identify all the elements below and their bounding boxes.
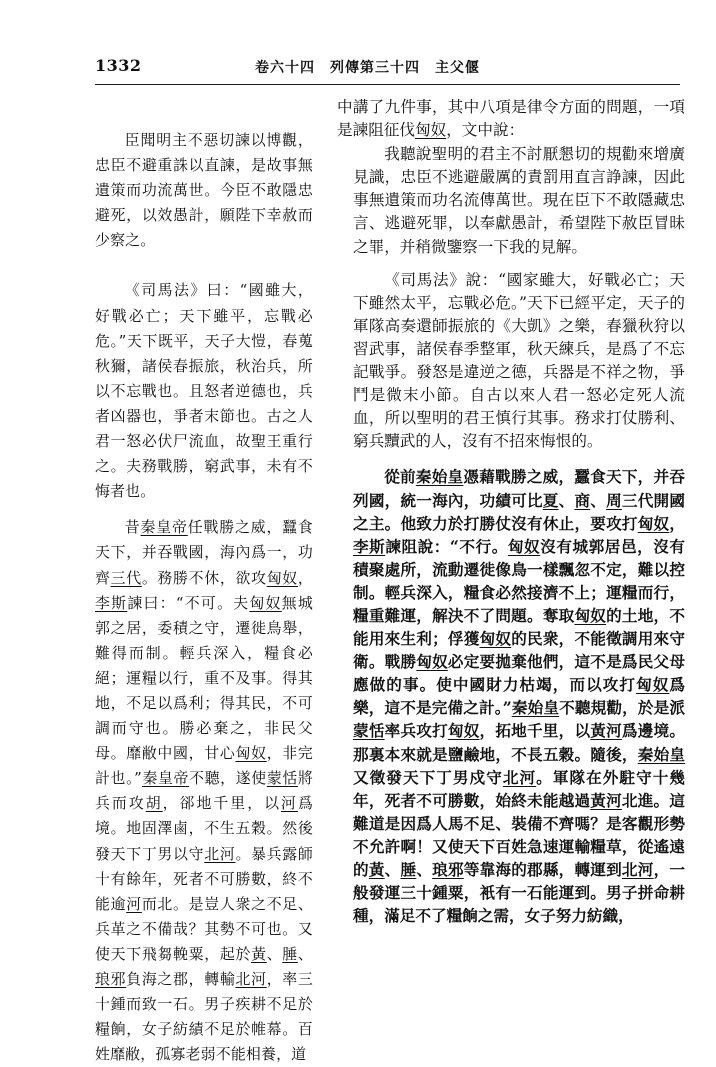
proper-noun: 李斯 [95, 593, 128, 612]
proper-noun: 秦皇帝 [140, 518, 188, 537]
proper-noun: 河 [281, 794, 298, 813]
running-head: 卷六十四 列傳第三十四 主父偃 [255, 60, 480, 76]
proper-noun: 商 [574, 490, 591, 510]
page-number: 1332 [95, 56, 142, 75]
proper-noun: 北河 [621, 860, 654, 879]
proper-noun: 匈奴 [249, 593, 282, 612]
proper-noun: 蒙恬 [266, 769, 298, 788]
classical-paragraph-1: 臣聞明主不惡切諫以博觀，忠臣不避重誅以直諫，是故事無遺策而功流萬世。今臣不敢隱忠避死，以效愚計，願陛下幸赦而少察之。 [95, 131, 313, 250]
proper-noun: 秦始皇 [415, 467, 464, 487]
translation-paragraph-2: 《司馬法》說：“國家雖大，好戰必亡；天下雖然太平，忘戰必危。”天下已經平定，天子的軍隊高奏還師振旅的《大凱》之樂，春獵秋狩以習武事，諸侯春季整軍，秋天練兵，是爲了不忘記戰爭。發怒是違逆之德，兵器是不祥之物，爭鬥是微末小節。自古以來人君一怒必定死人流血，所以聖明的君王慎行其事。務求打仗勝利、窮兵黷武的人，沒有不招來悔恨的。 [353, 270, 685, 451]
proper-noun: 匈奴 [416, 652, 448, 672]
proper-noun: 匈奴 [235, 744, 267, 763]
proper-noun: 北河 [502, 767, 537, 787]
proper-noun: 秦皇帝 [142, 769, 190, 788]
proper-noun: 匈奴 [447, 721, 480, 741]
proper-noun: 匈奴 [574, 605, 607, 625]
proper-noun: 匈奴 [636, 675, 670, 695]
proper-noun: 北河 [235, 970, 267, 988]
proper-noun: 周 [606, 490, 622, 510]
proper-noun: 河 [126, 894, 142, 913]
proper-noun: 李斯 [353, 536, 386, 556]
translation-paragraph-3: 從前秦始皇憑藉戰勝之威，蠶食天下，并吞列國，統一海內，功績可比夏、商、周三代開國之主。他致力於打勝仗沒有休止，要攻打匈奴，李斯諫阻說：“不行。匈奴沒有城郭居邑，沒有積聚處所，流動遷徙像鳥一樣飄忽不定，難以控制。輕兵深入，糧食必然接濟不上；運糧而行，糧重難運，解決不了問題。奪取匈奴的土地，不能用來生利；俘獲匈奴的民衆，不能徵調用來守衛。戰勝匈奴必定要拋棄他們，這不是爲民父母應做的事。使中國財力枯竭，而以攻打匈奴爲樂，這不是完備之計。”秦始皇不聽規勸，於是派蒙恬率兵攻打匈奴，拓地千里，以黃河爲邊境。那裏本來就是鹽鹼地，不長五穀。隨後，秦始皇又徵發天下丁男戍守北河。軍隊在外駐守十幾年，死者不可勝數，始終未能越過黃河北進。這難道是因爲人馬不足、裝備不齊嗎？是客觀形勢不允許啊！又使天下百姓急速運輸糧草，從遙遠的黃、腄、琅邪等靠海的郡縣，轉運到北河，一般發運三十鍾粟，衹有一石能運到。男子拼命耕種，滿足不了糧餉之需，女子努力紡織， [353, 467, 685, 926]
classical-paragraph-3: 昔秦皇帝任戰勝之威，蠶食天下，并吞戰國，海內爲一，功齊三代。務勝不休，欲攻匈奴，李斯諫曰：“不可。夫匈奴無城郭之居，委積之守，遷徙鳥舉，難得而制。輕兵深入，糧食必絕；運糧以行，重不及事。得其地，不足以爲利；得其民，不可調而守也。勝必棄之，非民父母。靡敝中國，甘心匈奴，非完計也。”秦皇帝不聽，遂使蒙恬將兵而攻胡，郤地千里，以河爲境。地固澤鹵，不生五穀。然後發天下丁男以守北河。暴兵露師十有餘年，死者不可勝數，終不能逾河而北。是豈人衆之不足、兵革之不備哉？其勢不可也。又使天下飛芻輓粟，起於黃、腄、琅邪負海之郡，轉輸北河，率三十鍾而致一石。男子疾耕不足於糧餉，女子紡績不足於帷幕。百姓靡敝，孤寡老弱不能相養，道 [95, 518, 314, 1064]
proper-noun: 蒙恬 [353, 721, 385, 741]
proper-noun: 匈奴 [637, 513, 670, 533]
translation-intro: 中講了九件事，其中八項是律令方面的問題，一項是諫阻征伐匈奴，文中說： [337, 98, 685, 140]
proper-noun: 腄 [282, 944, 298, 963]
proper-noun: 三代 [110, 568, 142, 587]
proper-noun: 黃河 [590, 790, 622, 810]
proper-noun: 匈奴 [479, 629, 512, 649]
proper-noun: 北河 [204, 844, 236, 863]
classical-paragraph-2: 《司馬法》曰：“國雖大，好戰必亡；天下雖平，忘戰必危。”天下既平，天子大愷，春蒐秋獮，諸侯春振旅，秋治兵，所以不忘戰也。且怒者逆德也，兵者凶器也，爭者末節也。古之人君一怒必伏尸流血，故聖王重行之。夫務戰勝，窮武事，未有不悔者也。 [95, 281, 313, 501]
proper-noun: 匈奴 [414, 121, 447, 140]
classical-text-column [95, 128, 313, 1067]
translation-column [337, 96, 685, 927]
proper-noun: 夏 [542, 490, 559, 510]
proper-noun: 秦始皇 [511, 698, 560, 718]
proper-noun: 琅邪 [432, 860, 464, 879]
page-header [95, 56, 680, 80]
proper-noun: 匈奴 [507, 536, 541, 556]
proper-noun: 黃河 [590, 721, 622, 741]
translation-paragraph-1: 我聽說聖明的君主不討厭懇切的規勸來增廣見識，忠臣不逃避嚴厲的責罰用直言諍諫，因此事無遺策而功名流傳萬世。現在臣下不敢隱藏忠言、逃避死罪，以奉獻愚計，希望陛下赦臣冒昧之罪，并稍微鑒察一下我的見解。 [353, 145, 685, 256]
header-rule [95, 84, 680, 85]
proper-noun: 秦始皇 [637, 744, 685, 764]
proper-noun: 匈奴 [266, 568, 298, 587]
proper-noun: 腄 [400, 860, 417, 879]
proper-noun: 黃 [368, 860, 385, 879]
proper-noun: 黃 [251, 944, 267, 963]
proper-noun: 胡 [145, 794, 163, 813]
proper-noun: 琅邪 [95, 970, 127, 988]
